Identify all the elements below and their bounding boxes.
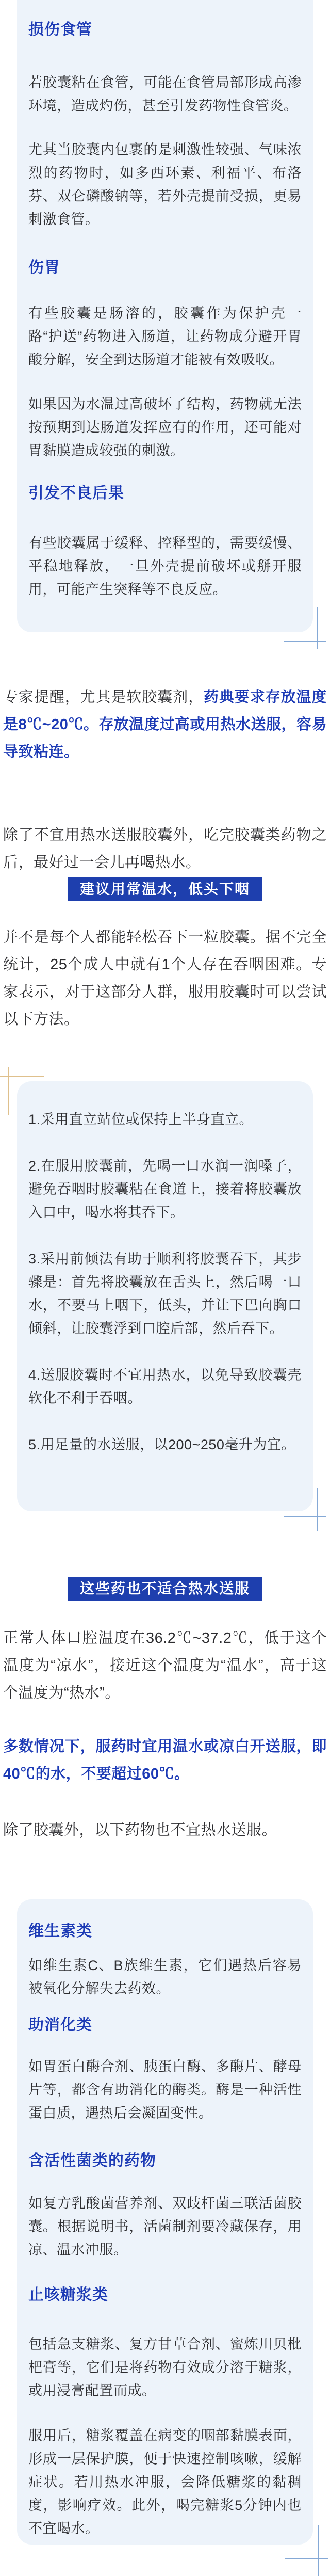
section-heading-adverse: 引发不良后果 (28, 485, 124, 502)
paragraph: 如维生素C、B族维生素，它们遇热后容易被氧化分解失去药效。 (28, 1958, 302, 1996)
other-drugs-intro-paragraph: 除了胶囊外，以下药物也不宜热水送服。 (3, 1822, 277, 1838)
section-heading-esophagus: 损伤食管 (28, 21, 92, 38)
paragraph: 服用后，糖浆覆盖在病变的咽部黏膜表面，形成一层保护膜，便于快速控制咳嗽，缓解症状。若用热水冲服，会降低糖浆的黏稠度，影响疗效。此外，喝完糖浆5分钟内也不宜喝水。 (28, 2428, 302, 2536)
temperature-paragraph: 正常人体口腔温度在36.2℃~37.2℃，低于这个温度为“凉水”，接近这个温度为“温水”，高于这个温度为“热水”。 (3, 1630, 327, 1701)
section-banner-other-drugs: 这些药也不适合热水送服 (68, 1577, 262, 1601)
step-item: 5.用足量的水送服，以200~250毫升为宜。 (28, 1437, 295, 1452)
paragraph: 有些胶囊属于缓释、控释型的，需要缓慢、平稳地释放，一旦外壳提前破坏或掰开服用，可能产生突释等不良反应。 (28, 535, 302, 597)
cross-decoration-icon (0, 1076, 44, 1077)
hot-water-tip-paragraph: 除了不宜用热水送服胶囊外，吃完胶囊类药物之后，最好过一会儿再喝热水。 (3, 827, 327, 871)
section-heading-stomach: 伤胃 (28, 259, 60, 276)
section-banner-room-temp: 建议用常温水，低头下咽 (68, 877, 262, 901)
cross-decoration-icon (284, 641, 326, 642)
drug-type-heading-cough-syrup: 止咳糖浆类 (28, 2286, 108, 2303)
paragraph: 如果因为水温过高破坏了结构，药物就无法按预期到达肠道发挥应有的作用，还可能对胃黏膜造成较强的刺激。 (28, 396, 302, 458)
paragraph: 包括急支糖浆、复方甘草合剂、蜜炼川贝枇杷膏等，它们是将药物有效成分溶于糖浆，或用浸膏配置而成。 (28, 2337, 302, 2398)
paragraph: 有些胶囊是肠溶的，胶囊作为保护壳一路“护送”药物进入肠道，让药物成分避开胃酸分解，安全到达肠道才能被有效吸收。 (28, 306, 302, 367)
paragraph: 如胃蛋白酶合剂、胰蛋白酶、多酶片、酵母片等，都含有助消化的酶类。酶是一种活性蛋白质，遇热后会凝固变性。 (28, 2059, 302, 2121)
expert-lead: 专家提醒，尤其是软胶囊剂， (3, 689, 204, 706)
expert-reminder-paragraph (3, 684, 327, 766)
step-item: 1.采用直立站位或保持上半身直立。 (28, 1112, 254, 1127)
cross-decoration-icon (317, 607, 318, 649)
cross-decoration-icon (284, 1516, 326, 1517)
swallow-steps-card (17, 1081, 313, 1511)
paragraph: 如复方乳酸菌营养剂、双歧杆菌三联活菌胶囊。根据说明书，活菌制剂要冷藏保存，用凉、温水冲服。 (28, 2196, 302, 2258)
cross-decoration-icon (8, 1067, 9, 1115)
step-item: 4.送服胶囊时不宜用热水，以免导致胶囊壳软化不利于吞咽。 (28, 1367, 302, 1406)
drug-type-heading-digestive: 助消化类 (28, 2017, 92, 2034)
drug-types-card (17, 1899, 313, 2545)
drug-type-heading-vitamins: 维生素类 (28, 1923, 92, 1940)
step-item: 3.采用前倾法有助于顺利将胶囊吞下，其步骤是：首先将胶囊放在舌头上，然后喝一口水，不要马上咽下，低头，并让下巴向胸口倾斜，让胶囊浮到口腔后部，然后吞下。 (28, 1251, 302, 1336)
expert-bold-note: 药典要求存放温度是8℃~20℃。存放温度过高或用热水送服，容易导致粘连。 (3, 689, 327, 760)
water-advice-paragraph: 多数情况下，服药时宜用温水或凉白开送服，即40℃的水，不要超过60℃。 (3, 1738, 327, 1782)
cross-decoration-icon (317, 1488, 318, 1531)
swallow-intro-paragraph: 并不是每个人都能轻松吞下一粒胶囊。据不完全统计，25个成人中就有1个人存在吞咽困难。专家表示，对于这部分人群，服用胶囊时可以尝试以下方法。 (3, 929, 327, 1028)
step-item: 2.在服用胶囊前，先喝一口水润一润嗓子，避免吞咽时胶囊粘在食道上，接着将胶囊放入口中，喝水将其吞下。 (28, 1158, 302, 1220)
drug-type-heading-live-bacteria: 含活性菌类的药物 (28, 2152, 156, 2169)
paragraph: 尤其当胶囊内包裹的是刺激性较强、气味浓烈的药物时，如多西环素、利福平、布洛芬、双仑磷酸钠等，若外壳提前受损，更易刺激食管。 (28, 142, 302, 227)
paragraph: 若胶囊粘在食管，可能在食管局部形成高渗环境，造成灼伤，甚至引发药物性食管炎。 (28, 75, 302, 114)
cross-decoration-icon (285, 2558, 328, 2559)
cross-decoration-icon (318, 2525, 319, 2576)
capsule-harm-card (17, 0, 313, 632)
